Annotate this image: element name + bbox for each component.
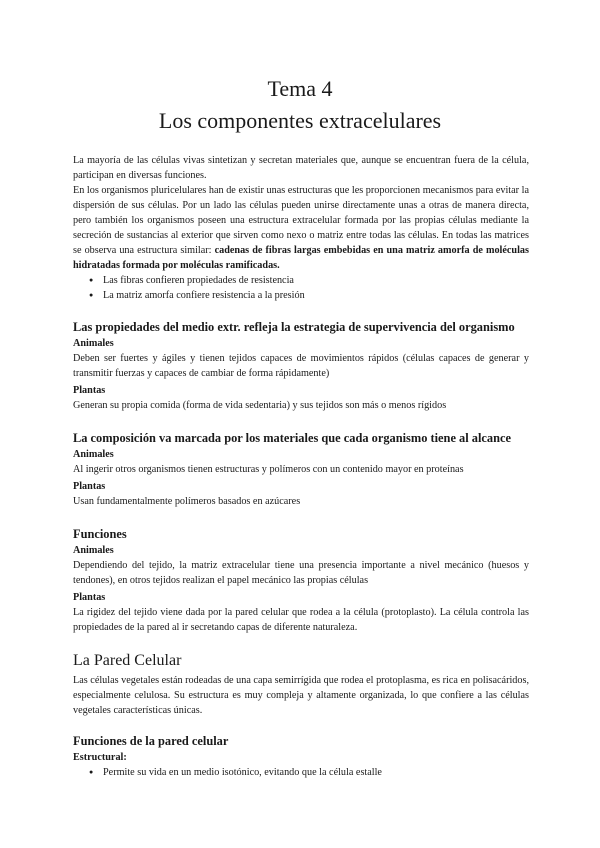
intro-paragraph-2-bold: cadenas de fibras largas embebidas en una matriz amorfa de moléculas hidratadas formada por moléculas ramificadas. <box>73 245 529 271</box>
animales-text: Al ingerir otros organismos tienen estructuras y polímeros con un contenido mayor en proteínas <box>73 464 464 475</box>
title-line-1: Tema 4 <box>267 76 333 101</box>
intro-bullet: ● La matriz amorfa confiere resistencia a la presión <box>103 288 529 303</box>
subheading-animales: Animales <box>73 545 114 556</box>
intro-bullet: ● Las fibras confieren propiedades de resistencia <box>103 273 529 288</box>
plantas-text: Usan fundamentalmente polímeros basados en azúcares <box>73 496 301 507</box>
document-body <box>73 153 529 780</box>
section-funciones <box>73 526 529 635</box>
animales-text: Deben ser fuertes y ágiles y tienen tejidos capaces de movimientos rápidos (células capaces de generar y transmitir fuerzas y capaces de cambiar de forma rápidamente) <box>73 353 529 379</box>
section-heading: Las propiedades del medio extr. refleja la estrategia de supervivencia del organismo <box>73 320 515 334</box>
section-heading-large: La Pared Celular <box>73 652 182 669</box>
subheading-estructural: Estructural: <box>73 752 127 763</box>
subheading-plantas: Plantas <box>73 592 106 603</box>
intro-paragraph-2-text: En los organismos pluricelulares han de existir unas estructuras que les proporcionen mecanismos para evitar la dispersión de sus células. Por un lado las células pueden unirse directamente unas a otras de manera directa, pero también los organismos poseen una estructura extracelular formada por las propias células mediante la secreción de sustancias al exterior que sirven como nexo o matriz entre todas las células. En todas las matrices se observa una estructura similar: <box>73 185 529 256</box>
section-composicion <box>73 430 529 509</box>
pared-text: Las células vegetales están rodeadas de una capa semirrígida que rodea el protoplasma, es rica en polisacáridos, especialmente celulosa. Su estructura es muy compleja y altamente organizada, lo que confiere a las células vegetales características únicas. <box>73 675 529 716</box>
subheading-animales: Animales <box>73 338 114 349</box>
subheading-animales: Animales <box>73 449 114 460</box>
funciones-pared-bullet: ● Permite su vida en un medio isotónico, evitando que la célula estalle <box>103 765 529 780</box>
title-line-2: Los componentes extracelulares <box>158 108 442 133</box>
subheading-plantas: Plantas <box>73 385 106 396</box>
section-funciones-pared <box>73 733 529 780</box>
intro-paragraph-1: La mayoría de las células vivas sintetizan y secretan materiales que, aunque se encuentran fuera de la célula, participan en diversas funciones. <box>73 155 529 181</box>
section-heading: Funciones <box>73 527 127 541</box>
intro-bullet-list <box>73 273 529 303</box>
animales-text: Dependiendo del tejido, la matriz extracelular tiene una presencia importante a nivel mecánico (huesos y tendones), en otros tejidos realizan el papel mecánico las propias células <box>73 560 529 586</box>
section-heading: La composición va marcada por los materiales que cada organismo tiene al alcance <box>73 431 511 445</box>
section-pared-celular <box>73 650 529 718</box>
plantas-text: La rigidez del tejido viene dada por la pared celular que rodea a la célula (protoplasto). La célula controla las propiedades de la pared al ir secretando capas de diferente naturaleza. <box>73 607 529 633</box>
subheading-plantas: Plantas <box>73 481 106 492</box>
funciones-pared-bullet-list <box>73 765 529 780</box>
section-heading: Funciones de la pared celular <box>73 734 229 748</box>
intro-paragraph-2 <box>73 183 529 273</box>
section-propiedades <box>73 319 529 413</box>
plantas-text: Generan su propia comida (forma de vida sedentaria) y sus tejidos son más o menos rígidos <box>73 400 447 411</box>
